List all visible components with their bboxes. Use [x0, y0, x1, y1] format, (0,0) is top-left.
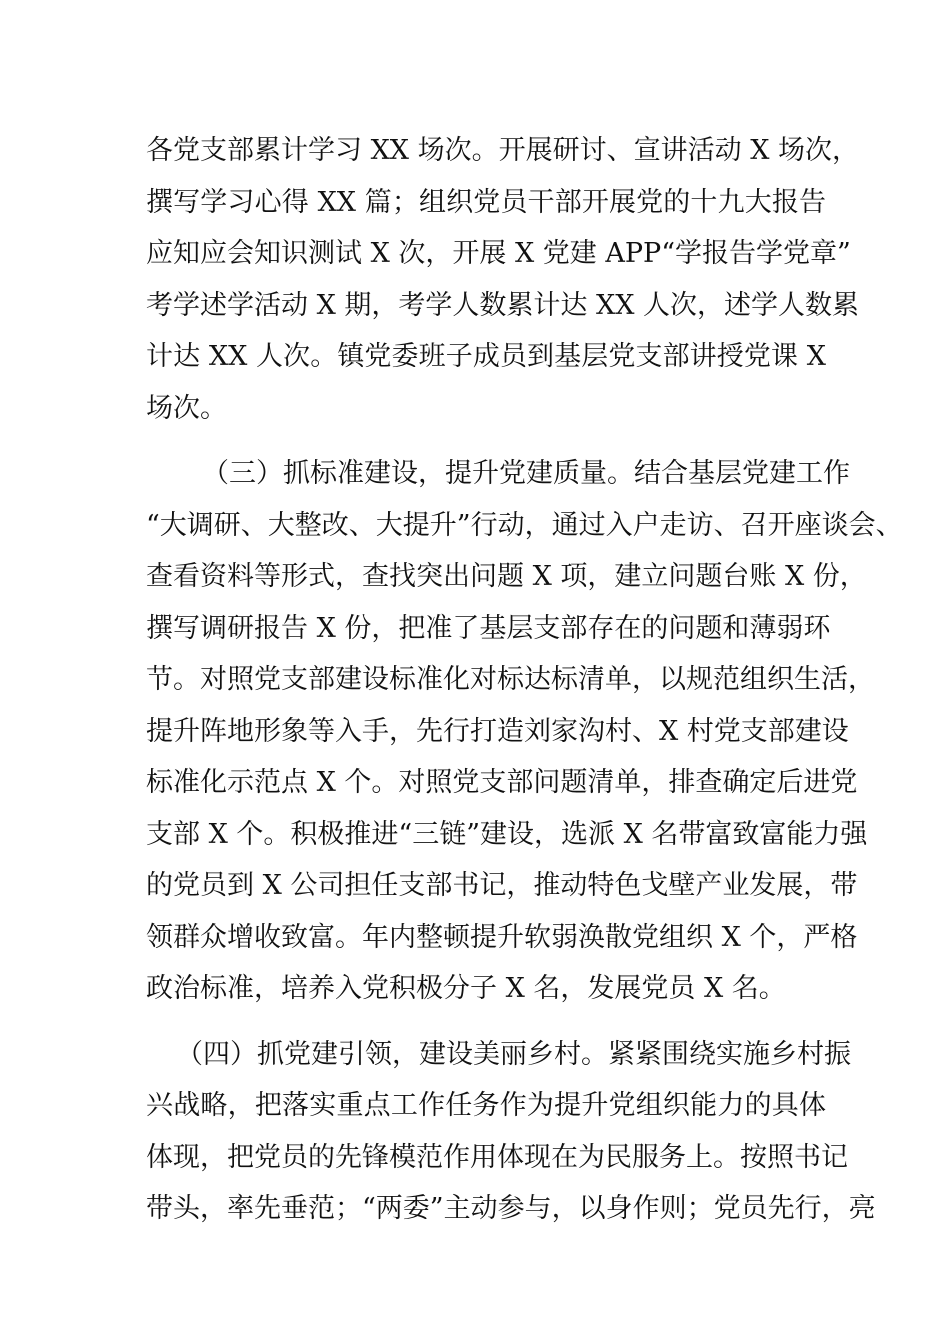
- paragraph-study-statistics: [146, 125, 859, 434]
- text-line: 带头，率先垂范；“两委”主动参与，以身作则；党员先行，亮: [146, 1193, 876, 1224]
- text-line: 应知应会知识测试 X 次，开展 X 党建 APP“学报告学党章”: [146, 238, 851, 269]
- text-line: 撰写调研报告 X 份，把准了基层支部存在的问题和薄弱环: [146, 612, 831, 644]
- document-body: [146, 125, 903, 1235]
- text-line: 标准化示范点 X 个。对照党支部问题清单，排查确定后进党: [146, 767, 858, 798]
- paragraph-gap: [146, 434, 826, 448]
- text-line: 的党员到 X 公司担任支部书记，推动特色戈壁产业发展，带: [146, 870, 858, 901]
- text-line: 撰写学习心得 XX 篇；组织党员干部开展党的十九大报告: [146, 186, 826, 218]
- text-line: 考学述学活动 X 期，考学人数累计达 XX 人次，述学人数累: [146, 289, 859, 321]
- text-line: 政治标准，培养入党积极分子 X 名，发展党员 X 名。: [146, 973, 786, 1004]
- paragraph-rural-revitalization: [146, 1029, 876, 1235]
- paragraph-gap: [146, 1015, 826, 1029]
- text-line: （三）抓标准建设，提升党建质量。结合基层党建工作: [202, 458, 850, 489]
- text-line: 提升阵地形象等入手，先行打造刘家沟村、X 村党支部建设: [146, 715, 849, 747]
- text-line: 领群众增收致富。年内整顿提升软弱涣散党组织 X 个，严格: [146, 921, 858, 953]
- text-line: 体现，把党员的先锋模范作用体现在为民服务上。按照书记: [146, 1141, 848, 1173]
- text-line: “大调研、大整改、大提升”行动，通过入户走访、召开座谈会、: [146, 509, 903, 541]
- text-line: 场次。: [146, 392, 227, 424]
- text-line: 节。对照党支部建设标准化对标达标清单，以规范组织生活，: [146, 664, 875, 695]
- text-line: 兴战略，把落实重点工作任务作为提升党组织能力的具体: [146, 1090, 826, 1121]
- text-line: 计达 XX 人次。镇党委班子成员到基层党支部讲授党课 X: [146, 341, 826, 372]
- text-line: 查看资料等形式，查找突出问题 X 项，建立问题台账 X 份，: [146, 561, 867, 592]
- text-line: 各党支部累计学习 XX 场次。开展研讨、宣讲活动 X 场次，: [146, 135, 859, 166]
- text-line: 支部 X 个。积极推进“三链”建设，选派 X 名带富致富能力强: [146, 818, 868, 850]
- paragraph-standard-building: [146, 448, 903, 1015]
- text-line: （四）抓党建引领，建设美丽乡村。紧紧围绕实施乡村振: [176, 1038, 851, 1070]
